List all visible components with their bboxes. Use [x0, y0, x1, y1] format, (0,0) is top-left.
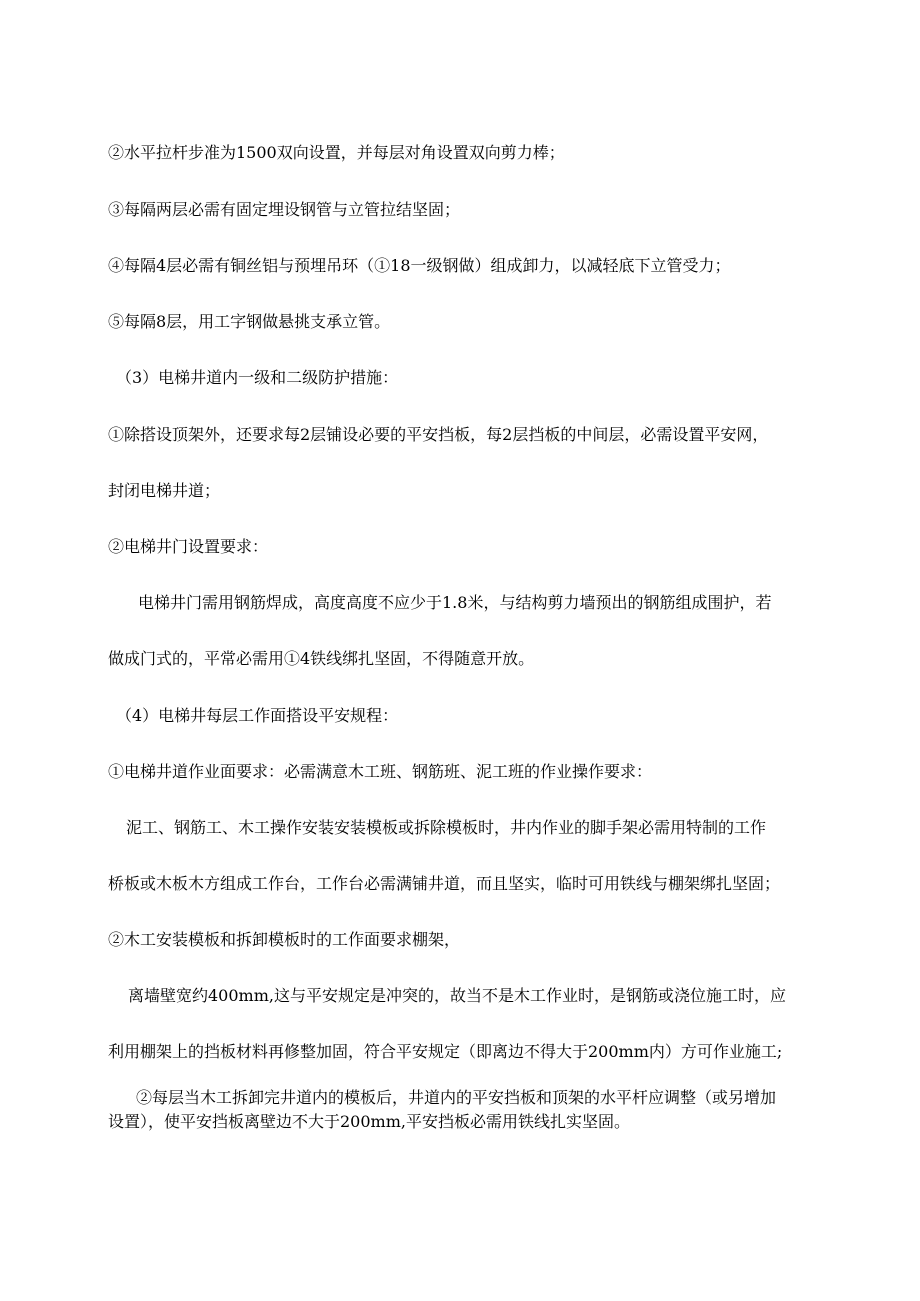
text-line: 电梯井门需用钢筋焊成，高度高度不应少于1.8米，与结构剪力墙预出的钢筋组成围护，若	[138, 593, 772, 612]
text-line: 泥工、钢筋工、木工操作安装安装模板或拆除模板时，井内作业的脚手架必需用特制的工作	[126, 818, 767, 837]
text-line: 离墙壁宽约400mm,这与平安规定是冲突的，故当不是木工作业时，是钢筋或浇位施工时，应	[128, 986, 786, 1005]
text-line: ②木工安装模板和拆卸模板时的工作面要求棚架，	[108, 930, 461, 949]
text-line: ⑤每隔8层，用工字钢做悬挑支承立管。	[108, 312, 391, 331]
section-heading: （3）电梯井道内一级和二级防护措施：	[116, 368, 399, 387]
text-line: 封闭电梯井道；	[108, 481, 221, 500]
text-line: ②水平拉杆步准为1500双向设置，并每层对角设置双向剪力棒；	[108, 143, 565, 162]
text-line: 利用棚架上的挡板材料再修整加固，符合平安规定（即离边不得大于200mm内）方可作业施工;	[108, 1042, 783, 1061]
text-line: 设置），使平安挡板离壁边不大于200mm,平安挡板必需用铁线扎实坚固。	[108, 1112, 630, 1131]
text-line: ④每隔4层必需有铜丝铝与预埋吊环（①18一级钢做）组成卸力，以减轻底下立管受力；	[108, 256, 731, 275]
text-line: ②电梯井门设置要求：	[108, 537, 269, 556]
text-line: ②每层当木工拆卸完井道内的模板后，井道内的平安挡板和顶架的水平杆应调整（或另增加	[136, 1088, 777, 1107]
section-heading: （4）电梯井每层工作面搭设平安规程：	[116, 706, 399, 725]
text-line: 做成门式的，平常必需用①4铁线绑扎坚固，不得随意开放。	[108, 649, 535, 668]
text-line: ①电梯井道作业面要求：必需满意木工班、钢筋班、泥工班的作业操作要求：	[108, 762, 653, 781]
text-line: ③每隔两层必需有固定埋设钢管与立管拉结坚固；	[108, 200, 461, 219]
text-line: 桥板或木板木方组成工作台，工作台必需满铺井道，而且坚实，临时可用铁线与棚架绑扎坚固；	[108, 874, 781, 893]
text-line: ①除搭设顶架外，还要求每2层铺设必要的平安挡板，每2层挡板的中间层，必需设置平安网，	[108, 425, 769, 444]
